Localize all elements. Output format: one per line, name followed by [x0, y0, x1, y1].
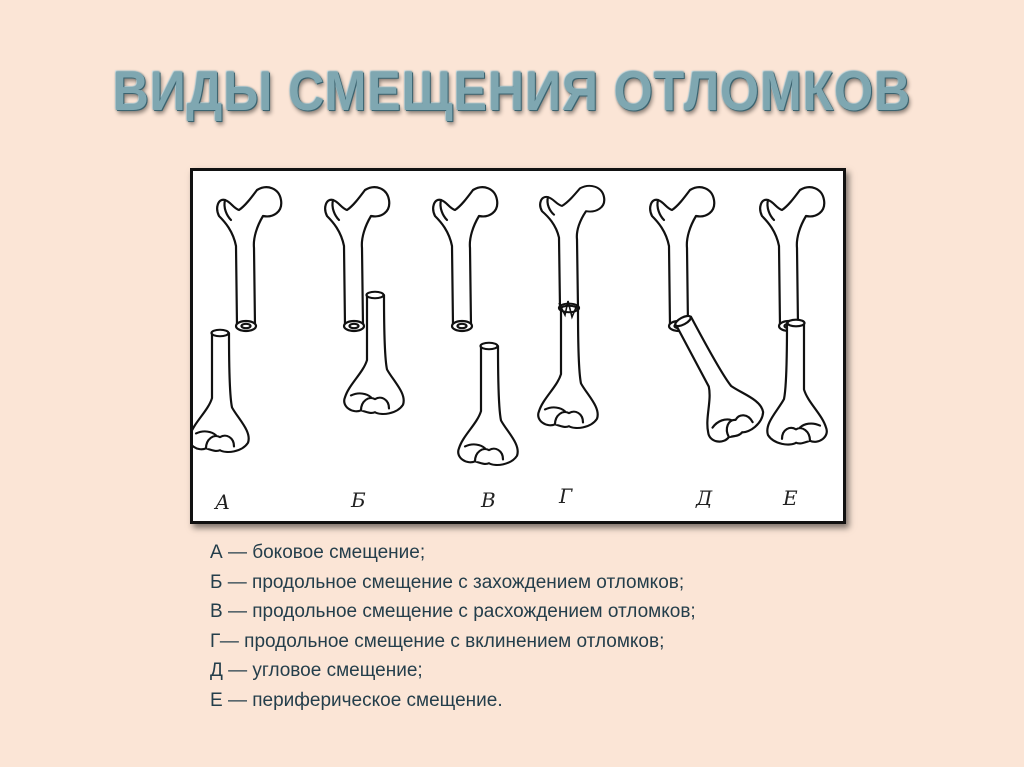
- panel-b-overlapping-displacement: [325, 187, 403, 414]
- panel-label-e: Е: [783, 486, 798, 510]
- panel-a-lateral-displacement: [193, 187, 281, 452]
- legend-item: Е — периферическое смещение.: [210, 689, 503, 711]
- panel-label-d: Д: [696, 486, 713, 510]
- fracture-displacement-figure: [190, 168, 846, 524]
- legend-item: А — боковое смещение;: [210, 542, 426, 563]
- legend-item: В — продольное смещение с расхождением отломков;: [210, 601, 696, 622]
- panel-g-impacted-displacement: [538, 186, 604, 428]
- panel-label-c: В: [481, 488, 496, 512]
- panel-label-g: Г: [559, 484, 573, 508]
- legend-list: [210, 538, 696, 715]
- panel-d-angular-displacement: [650, 187, 768, 448]
- panel-label-a: А: [215, 490, 231, 514]
- panel-c-distraction-displacement: [433, 187, 517, 465]
- legend-item: Б — продольное смещение с захождением отломков;: [210, 571, 685, 593]
- panel-e-peripheral-displacement: [760, 187, 827, 444]
- slide-title: ВИДЫ СМЕЩЕНИЯ ОТЛОМКОВ: [112, 59, 912, 123]
- panel-label-b: Б: [351, 488, 366, 512]
- legend-item: Г— продольное смещение с вклинением отломков;: [210, 630, 665, 652]
- legend-item: Д — угловое смещение;: [210, 660, 423, 681]
- bones-illustration: [193, 171, 843, 521]
